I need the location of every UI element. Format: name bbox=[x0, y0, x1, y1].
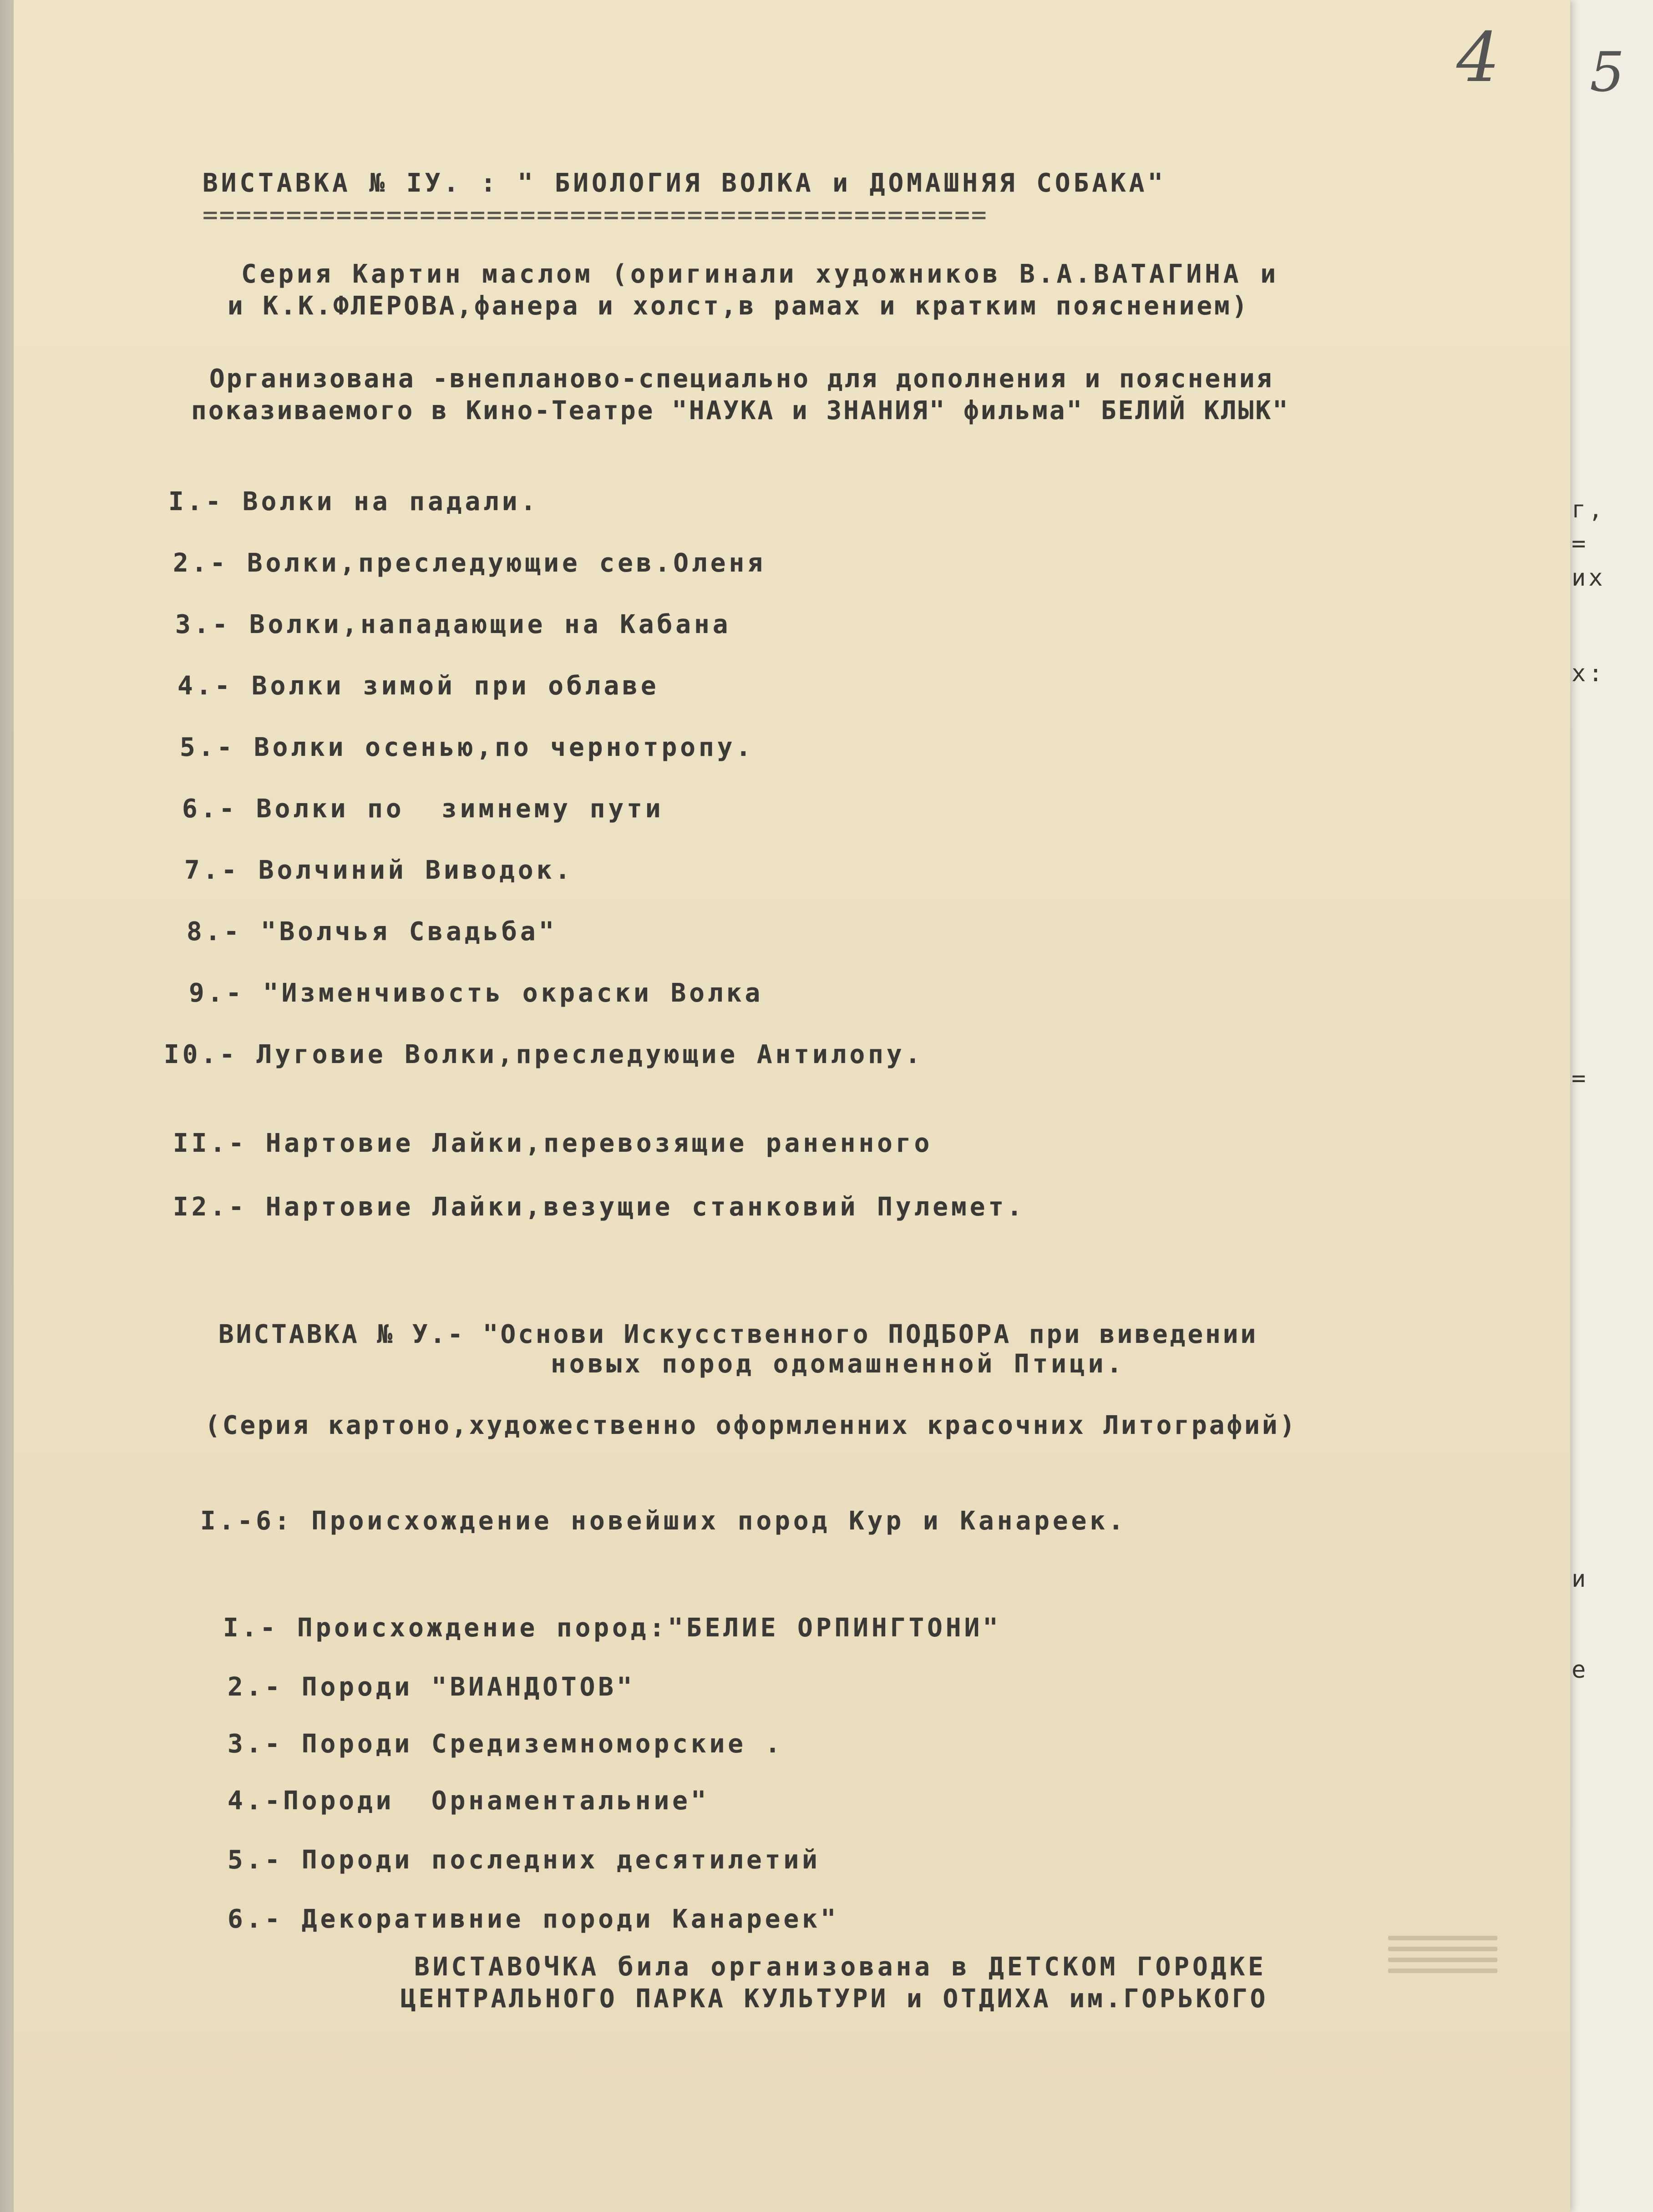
exhibit4-description-line1: Серия Картин маслом (оригинали художников В.А.ВАТАГИНА и bbox=[241, 259, 1279, 289]
exhibit5-item: 5.- Породи последних десятилетий bbox=[228, 1845, 821, 1875]
margin-fragment: = bbox=[1572, 530, 1589, 557]
next-page-number: 5 bbox=[1590, 41, 1625, 104]
exhibit5-note-line2: ЦЕНТРАЛЬНОГО ПАРКА КУЛЬТУРИ и ОТДИХА им.ГОРЬКОГО bbox=[401, 1984, 1268, 2014]
exhibit4-item: II.- Нартовие Лайки,перевозящие раненного bbox=[173, 1129, 933, 1158]
exhibit4-description-line2: и К.К.ФЛЕРОВА,фанера и холст,в рамах и кратким пояснением) bbox=[228, 291, 1250, 321]
exhibit5-item: 4.-Породи Орнаментальние" bbox=[228, 1786, 710, 1816]
exhibit5-title-line1: ВИСТАВКА № У.- "Основи Искусственного ПОДБОРА при виведении bbox=[218, 1320, 1258, 1349]
margin-fragment: е bbox=[1572, 1656, 1589, 1684]
exhibit4-item: I2.- Нартовие Лайки,везущие станковий Пулемет. bbox=[173, 1192, 1025, 1222]
exhibit5-description: (Серия картоно,художественно оформленних красочних Литографий) bbox=[205, 1411, 1298, 1440]
exhibit5-title-line2: новых пород одомашненной Птици. bbox=[551, 1349, 1126, 1379]
exhibit5-item: I.- Происхождение пород:"БЕЛИЕ ОРПИНГТОНИ" bbox=[223, 1613, 1002, 1643]
margin-fragment: х: bbox=[1572, 660, 1606, 687]
exhibit5-item: 3.- Породи Средиземноморские . bbox=[228, 1729, 784, 1759]
exhibit4-item: 6.- Волки по зимнему пути bbox=[182, 794, 664, 824]
exhibit4-item: 2.- Волки,преследующие сев.Оленя bbox=[173, 548, 766, 578]
exhibit5-item: 6.- Декоративние породи Канареек" bbox=[228, 1904, 839, 1934]
exhibit4-item: 7.- Волчиний Виводок. bbox=[184, 855, 574, 885]
exhibit4-item: I0.- Луговие Волки,преследующие Антилопу. bbox=[164, 1040, 924, 1069]
exhibit4-item: I.- Волки на падали. bbox=[168, 487, 539, 516]
exhibit4-item: 8.- "Волчья Свадьба" bbox=[187, 917, 558, 947]
exhibit4-item: 4.- Волки зимой при облаве bbox=[177, 671, 659, 701]
margin-fragment: г, bbox=[1572, 496, 1606, 523]
page-number: 4 bbox=[1456, 18, 1500, 97]
margin-fragment: их bbox=[1572, 564, 1606, 592]
exhibit4-item: 3.- Волки,нападающие на Кабана bbox=[175, 610, 731, 639]
exhibit4-item: 9.- "Изменчивость окраски Волка bbox=[189, 978, 764, 1008]
title-underline: =============================================== bbox=[203, 200, 988, 230]
exhibit4-organization-line2: показиваемого в Кино-Театре "НАУКА и ЗНАНИЯ" фильма" БЕЛИЙ КЛЫК" bbox=[191, 396, 1290, 425]
exhibit5-item: 2.- Породи "ВИАНДОТОВ" bbox=[228, 1672, 635, 1702]
exhibit5-group-heading: I.-6: Происхождение новейших пород Кур и Канареек. bbox=[200, 1506, 1127, 1536]
exhibit4-item: 5.- Волки осенью,по чернотропу. bbox=[180, 733, 755, 762]
exhibit4-title: ВИСТАВКА № IУ. : " БИОЛОГИЯ ВОЛКА и ДОМАШНЯЯ СОБАКА" bbox=[203, 168, 1166, 198]
exhibit5-note-line1: ВИСТАВОЧКА била организована в ДЕТСКОМ ГОРОДКЕ bbox=[414, 1952, 1267, 1982]
exhibit4-organization-line1: Организована -внепланово-специально для дополнения и пояснения bbox=[209, 364, 1274, 394]
margin-fragment: = bbox=[1572, 1065, 1589, 1092]
margin-fragment: и bbox=[1572, 1565, 1589, 1593]
archive-stamp bbox=[1388, 1929, 1497, 2011]
document-page bbox=[14, 0, 1570, 2212]
adjacent-page bbox=[1561, 0, 1653, 2212]
